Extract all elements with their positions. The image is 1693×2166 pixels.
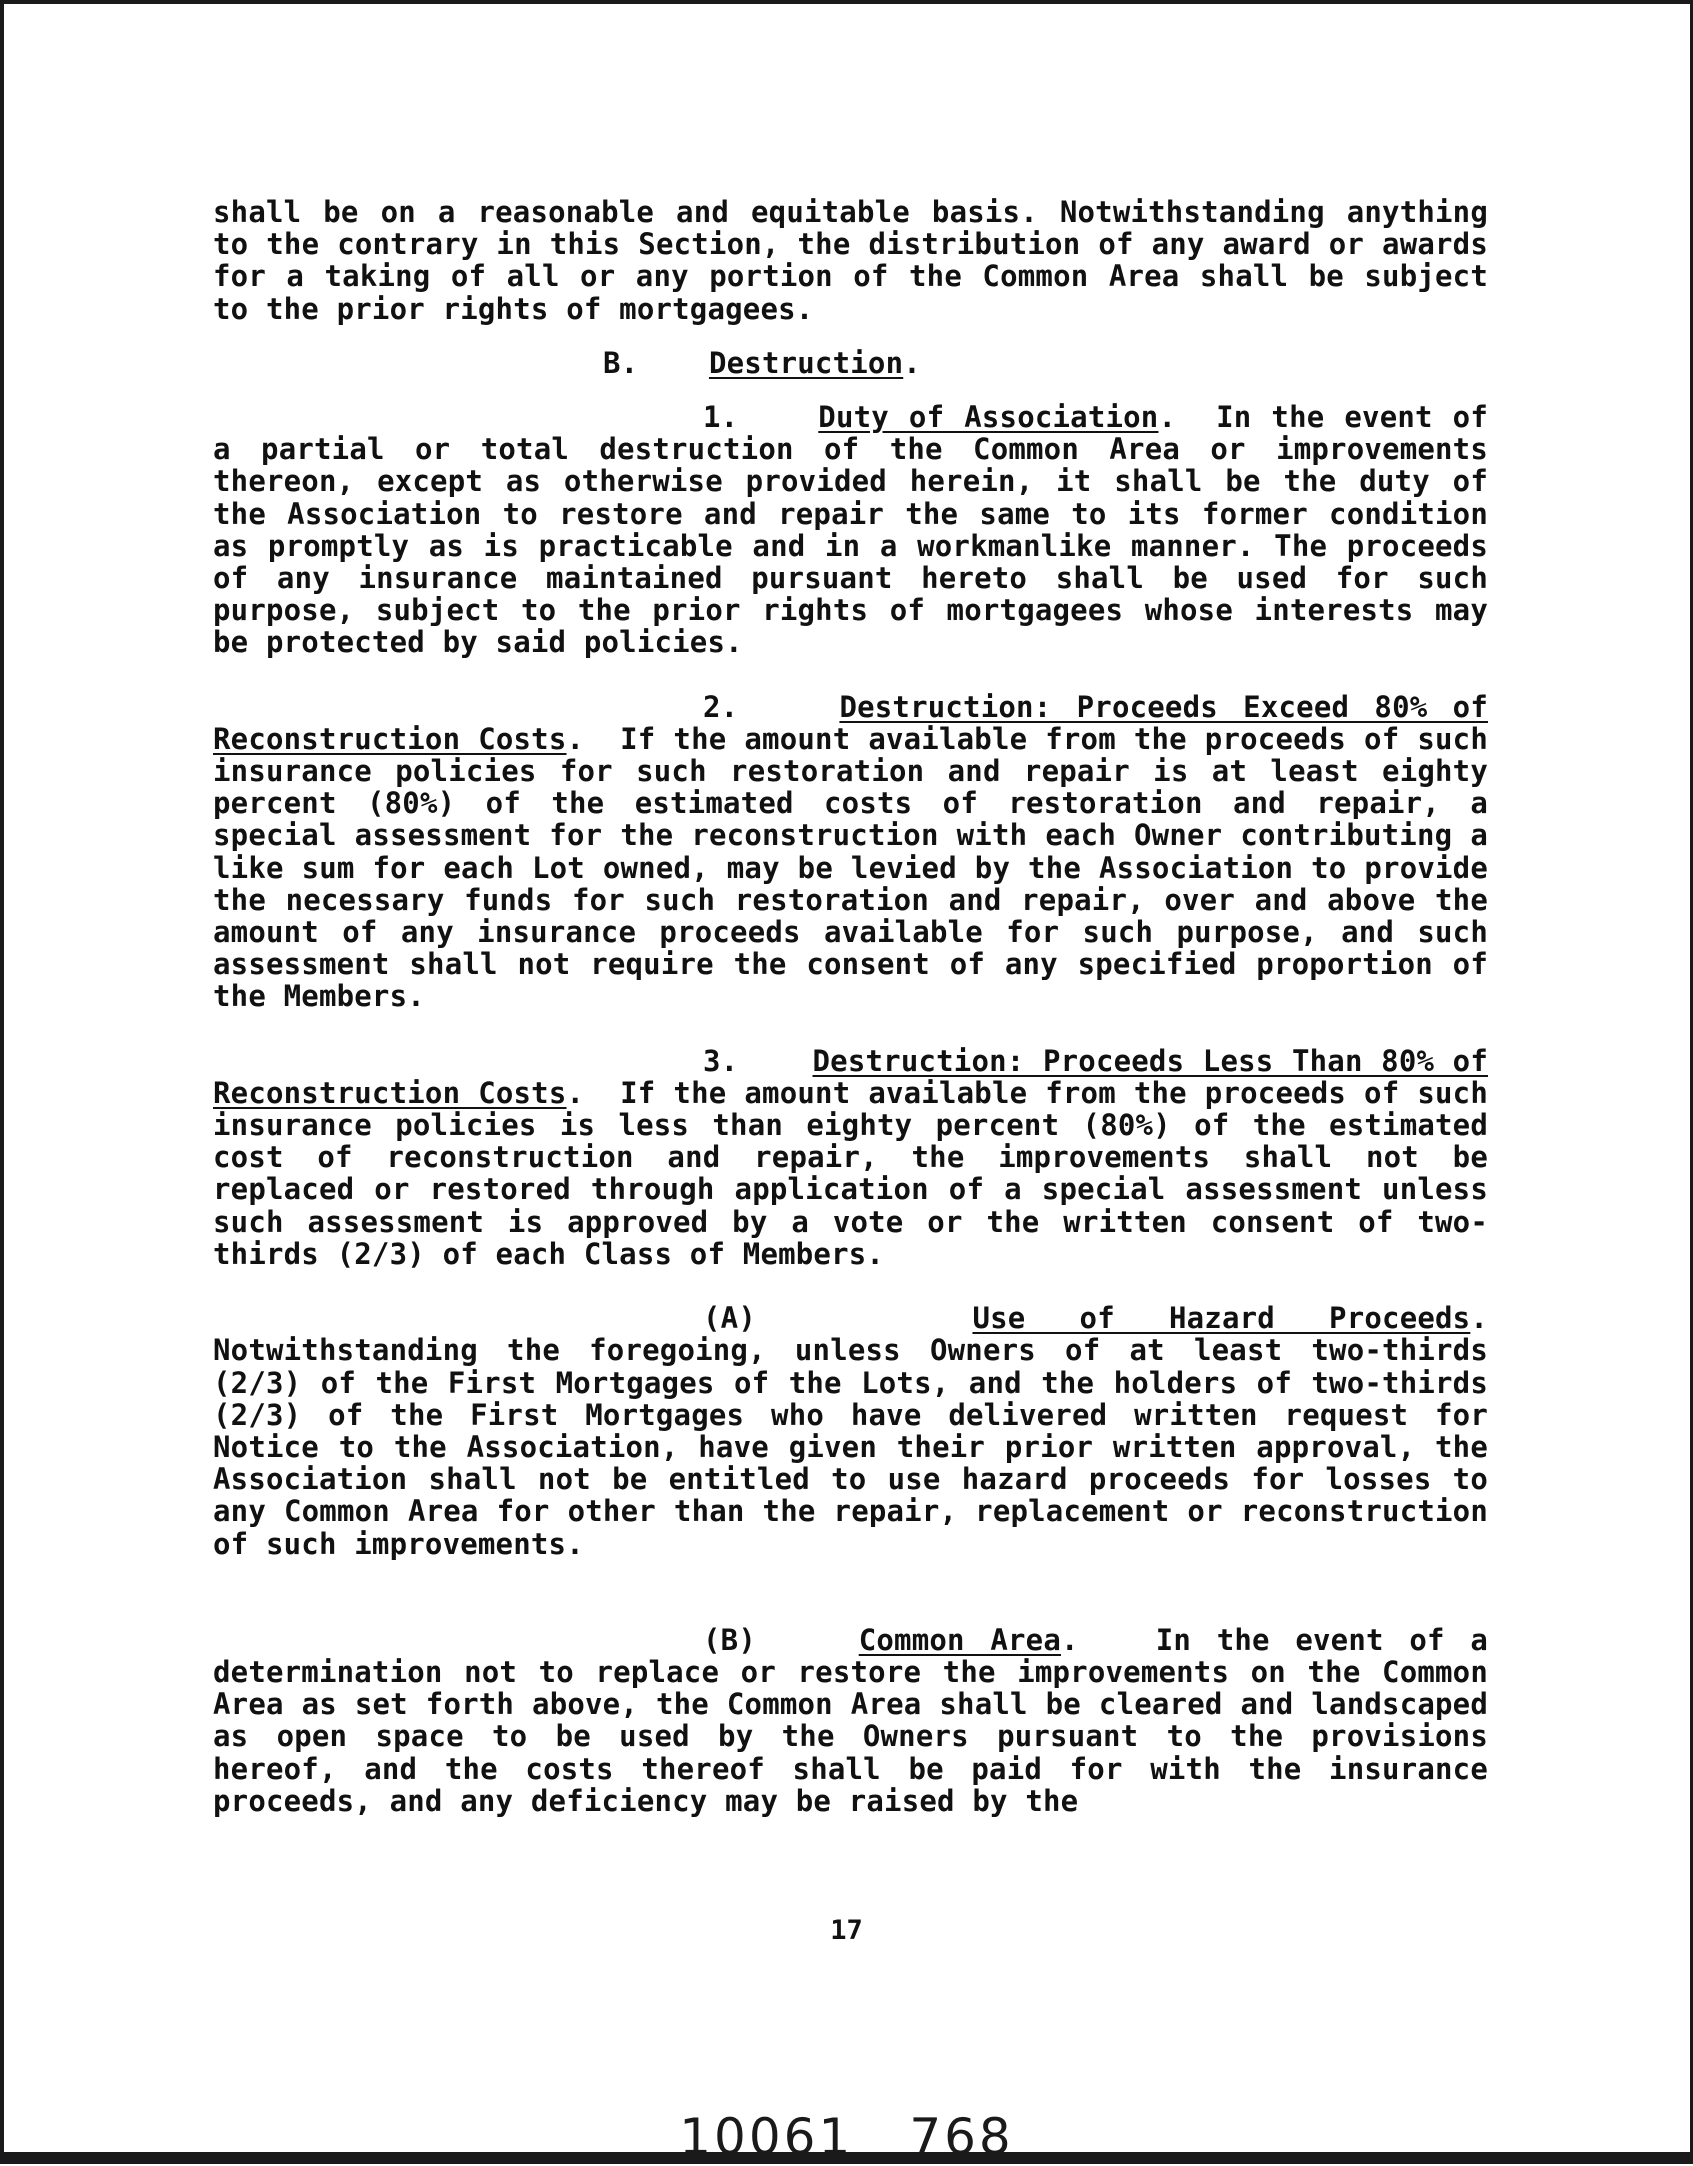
item-b-number: (B): [703, 1622, 756, 1657]
item-2-body: If the amount available from the proceeds of such insurance policies for such restoration and repair is at least eighty percent (80%) of the estimated costs of restoration and repair, a special assessment for the reconstruction with each Owner contributing a like sum for each Lot owned, may be levied by the Association to provide the necessary funds for such restoration and repair, over and above the amount of any insurance proceeds available for such purpose, and such assessment shall not require the consent of any specified proportion of the Members.: [213, 721, 1488, 1014]
stamp-book-number: 10061: [679, 2108, 854, 2166]
item-2-paragraph: 2. Destruction: Proceeds Exceed 80% of Reconstruction Costs. If the amount available from the proceeds of such insurance policies for such restoration and repair is at least eighty percent (80%) of the estimated costs of restoration and repair, a special assessment for the reconstruction with each Owner contributing a like sum for each Lot owned, may be levied by the Association to provide the necessary funds for such restoration and repair, over and above the amount of any insurance proceeds available for such purpose, and such assessment shall not require the consent of any specified proportion of the Members.: [213, 689, 1488, 1014]
item-1-heading: Duty of Association: [818, 400, 1159, 435]
item-1-paragraph: 1. Duty of Association. In the event of a partial or total destruction of the Common Area or improvements thereon, except as otherwise provided herein, it shall be the duty of the Association to restore and repair the same to its former condition as promptly as is practicable and in a workmanlike manner. The proceeds of any insurance maintained pursuant hereto shall be used for such purpose, subject to the prior rights of mortgagees whose interests may be protected by said policies.: [213, 400, 1488, 660]
document-body: [213, 196, 1488, 1817]
intro-paragraph: [213, 196, 1488, 325]
intro-text: shall be on a reasonable and equitable basis. Notwithstanding anything to the contrary in this Section, the distribution of any award or awards for a taking of all or any portion of the Common Area shall be subject to the prior rights of mortgagees.: [213, 195, 1488, 326]
section-b-heading: B. Destruction.: [603, 345, 921, 380]
page-number: 17: [830, 1915, 863, 1946]
scan-edge-top: [0, 0, 1693, 4]
section-b-letter: B.: [603, 345, 639, 380]
item-2-heading: Destruction: Proceeds Exceed 80% of Reconstruction Costs: [213, 689, 1488, 756]
item-3-paragraph: 3. Destruction: Proceeds Less Than 80% of Reconstruction Costs. If the amount available from the proceeds of such insurance policies is less than eighty percent (80%) of the estimated cost of reconstruction and repair, the improvements shall not be replaced or restored through application of a special assessment unless such assessment is approved by a vote or the written consent of two-thirds (2/3) of each Class of Members.: [213, 1043, 1489, 1271]
item-a-heading: Use of Hazard Proceeds: [972, 1301, 1471, 1336]
section-b-title: Destruction: [708, 345, 904, 380]
item-2-number: 2.: [703, 689, 739, 724]
item-a-number: (A): [703, 1301, 756, 1336]
scan-edge-left: [0, 0, 4, 2164]
item-3-body: If the amount available from the proceeds of such insurance policies is less than eighty percent (80%) of the estimated cost of reconstruction and repair, the improvements shall not be replaced or restored through application of a special assessment unless such assessment is approved by a vote or the written consent of two-thirds (2/3) of each Class of Members.: [213, 1075, 1488, 1271]
item-3-number: 3.: [703, 1043, 739, 1078]
item-3-heading: Destruction: Proceeds Less Than 80% of Reconstruction Costs: [213, 1043, 1489, 1110]
item-a-body: Notwithstanding the foregoing, unless Owners of at least two-thirds (2/3) of the First Mortgages of the Lots, and the holders of two-thirds (2/3) of the First Mortgages who have delivered written request for Notice to the Association, have given their prior written approval, the Association shall not be entitled to use hazard proceeds for losses to any Common Area for other than the repair, replacement or reconstruction of such improvements.: [213, 1333, 1488, 1561]
item-1-body: In the event of a partial or total destruction of the Common Area or improvements thereon, except as otherwise provided herein, it shall be the duty of the Association to restore and repair the same to its former condition as promptly as is practicable and in a workmanlike manner. The proceeds of any insurance maintained pursuant hereto shall be used for such purpose, subject to the prior rights of mortgagees whose interests may be protected by said policies.: [213, 400, 1488, 660]
item-b-paragraph: (B) Common Area. In the event of a determination not to replace or restore the improvements on the Common Area as set forth above, the Common Area shall be cleared and landscaped as open space to be used by the Owners pursuant to the provisions hereof, and the costs thereof shall be paid for with the insurance proceeds, and any deficiency may be raised by the: [213, 1622, 1488, 1818]
recording-stamp: [0, 2108, 1693, 2166]
item-b-body: In the event of a determination not to replace or restore the improvements on the Common Area as set forth above, the Common Area shall be cleared and landscaped as open space to be used by the Owners pursuant to the provisions hereof, and the costs thereof shall be paid for with the insurance proceeds, and any deficiency may be raised by the: [213, 1622, 1488, 1818]
item-a-paragraph: (A) Use of Hazard Proceeds. Notwithstanding the foregoing, unless Owners of at least two-thirds (2/3) of the First Mortgages of the Lots, and the holders of two-thirds (2/3) of the First Mortgages who have delivered written request for Notice to the Association, have given their prior written approval, the Association shall not be entitled to use hazard proceeds for losses to any Common Area for other than the repair, replacement or reconstruction of such improvements.: [213, 1301, 1488, 1561]
item-b-heading: Common Area: [858, 1622, 1061, 1657]
stamp-page-number: 768: [909, 2108, 1014, 2166]
item-1-number: 1.: [703, 400, 739, 435]
